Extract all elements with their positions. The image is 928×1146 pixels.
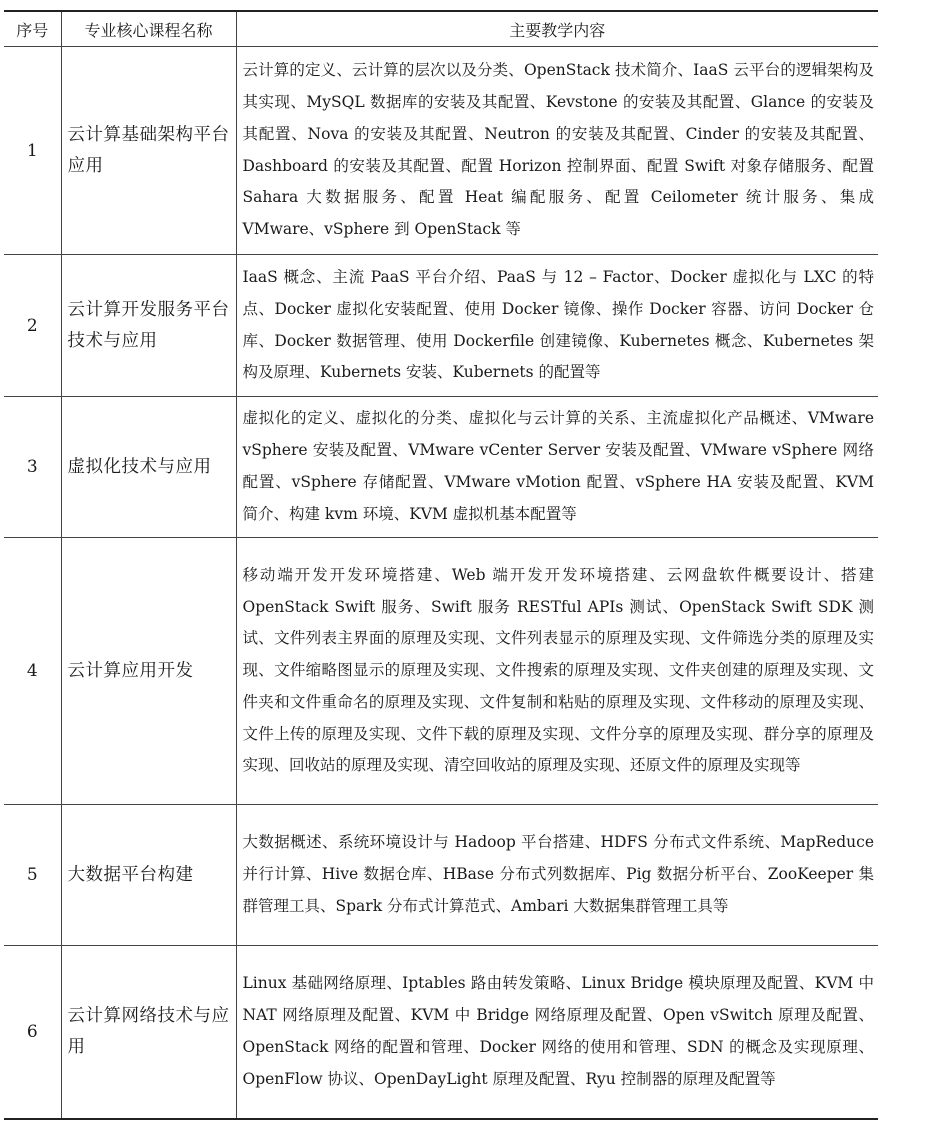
course-table (4, 10, 878, 1120)
course-name: 云计算网络技术与应用 (61, 946, 236, 1119)
row-index: 2 (4, 255, 61, 397)
course-content: 移动端开发开发环境搭建、Web 端开发开发环境搭建、云网盘软件概要设计、搭建 OpenStack Swift 服务、Swift 服务 RESTful APIs 测试、OpenStack Swift SDK 测试、文件列表主界面的原理及实现、文件列表显示的原理及实现、文件筛选分类的原理及实现、文件缩略图显示的原理及实现、文件搜索的原理及实现、文件夹创建的原理及实现、文件夹和文件重命名的原理及实现、文件复制和粘贴的原理及实现、文件移动的原理及实现、文件上传的原理及实现、文件下载的原理及实现、文件分享的原理及实现、群分享的原理及实现、回收站的原理及实现、清空回收站的原理及实现、还原文件的原理及实现等 (236, 538, 878, 805)
header-content: 主要教学内容 (236, 11, 878, 47)
header-row (4, 11, 878, 47)
table-row (4, 397, 878, 538)
course-name: 虚拟化技术与应用 (61, 397, 236, 538)
course-content: 虚拟化的定义、虚拟化的分类、虚拟化与云计算的关系、主流虚拟化产品概述、VMware vSphere 安装及配置、VMware vCenter Server 安装及配置、VMware vSphere 网络配置、vSphere 存储配置、VMware vMotion 配置、vSphere HA 安装及配置、KVM 简介、构建 kvm 环境、KVM 虚拟机基本配置等 (236, 397, 878, 538)
table-row (4, 255, 878, 397)
course-content: 大数据概述、系统环境设计与 Hadoop 平台搭建、HDFS 分布式文件系统、MapReduce 并行计算、Hive 数据仓库、HBase 分布式列数据库、Pig 数据分析平台、ZooKeeper 集群管理工具、Spark 分布式计算范式、Ambari 大数据集群管理工具等 (236, 805, 878, 946)
table-row (4, 805, 878, 946)
header-course: 专业核心课程名称 (61, 11, 236, 47)
row-index: 4 (4, 538, 61, 805)
table-row (4, 47, 878, 255)
course-name: 大数据平台构建 (61, 805, 236, 946)
course-name: 云计算应用开发 (61, 538, 236, 805)
table-row (4, 946, 878, 1119)
header-index: 序号 (4, 11, 61, 47)
course-content: 云计算的定义、云计算的层次以及分类、OpenStack 技术简介、IaaS 云平台的逻辑架构及其实现、MySQL 数据库的安装及其配置、Kevstone 的安装及其配置、Glance 的安装及其配置、Nova 的安装及其配置、Neutron 的安装及其配置、Cinder 的安装及其配置、Dashboard 的安装及其配置、配置 Horizon 控制界面、配置 Swift 对象存储服务、配置 Sahara 大数据服务、配置 Heat 编配服务、配置 Ceilometer 统计服务、集成 VMware、vSphere 到 OpenStack 等 (236, 47, 878, 255)
course-name: 云计算开发服务平台技术与应用 (61, 255, 236, 397)
row-index: 5 (4, 805, 61, 946)
row-index: 3 (4, 397, 61, 538)
course-name: 云计算基础架构平台应用 (61, 47, 236, 255)
table-row (4, 538, 878, 805)
course-content: IaaS 概念、主流 PaaS 平台介绍、PaaS 与 12 – Factor、Docker 虚拟化与 LXC 的特点、Docker 虚拟化安装配置、使用 Docker 镜像、操作 Docker 容器、访问 Docker 仓库、Docker 数据管理、使用 Dockerfile 创建镜像、Kubernetes 概念、Kubernetes 架构及原理、Kubernets 安装、Kubernets 的配置等 (236, 255, 878, 397)
course-content: Linux 基础网络原理、Iptables 路由转发策略、Linux Bridge 模块原理及配置、KVM 中 NAT 网络原理及配置、KVM 中 Bridge 网络原理及配置、Open vSwitch 原理及配置、OpenStack 网络的配置和管理、Docker 网络的使用和管理、SDN 的概念及实现原理、OpenFlow 协议、OpenDayLight 原理及配置、Ryu 控制器的原理及配置等 (236, 946, 878, 1119)
row-index: 1 (4, 47, 61, 255)
row-index: 6 (4, 946, 61, 1119)
